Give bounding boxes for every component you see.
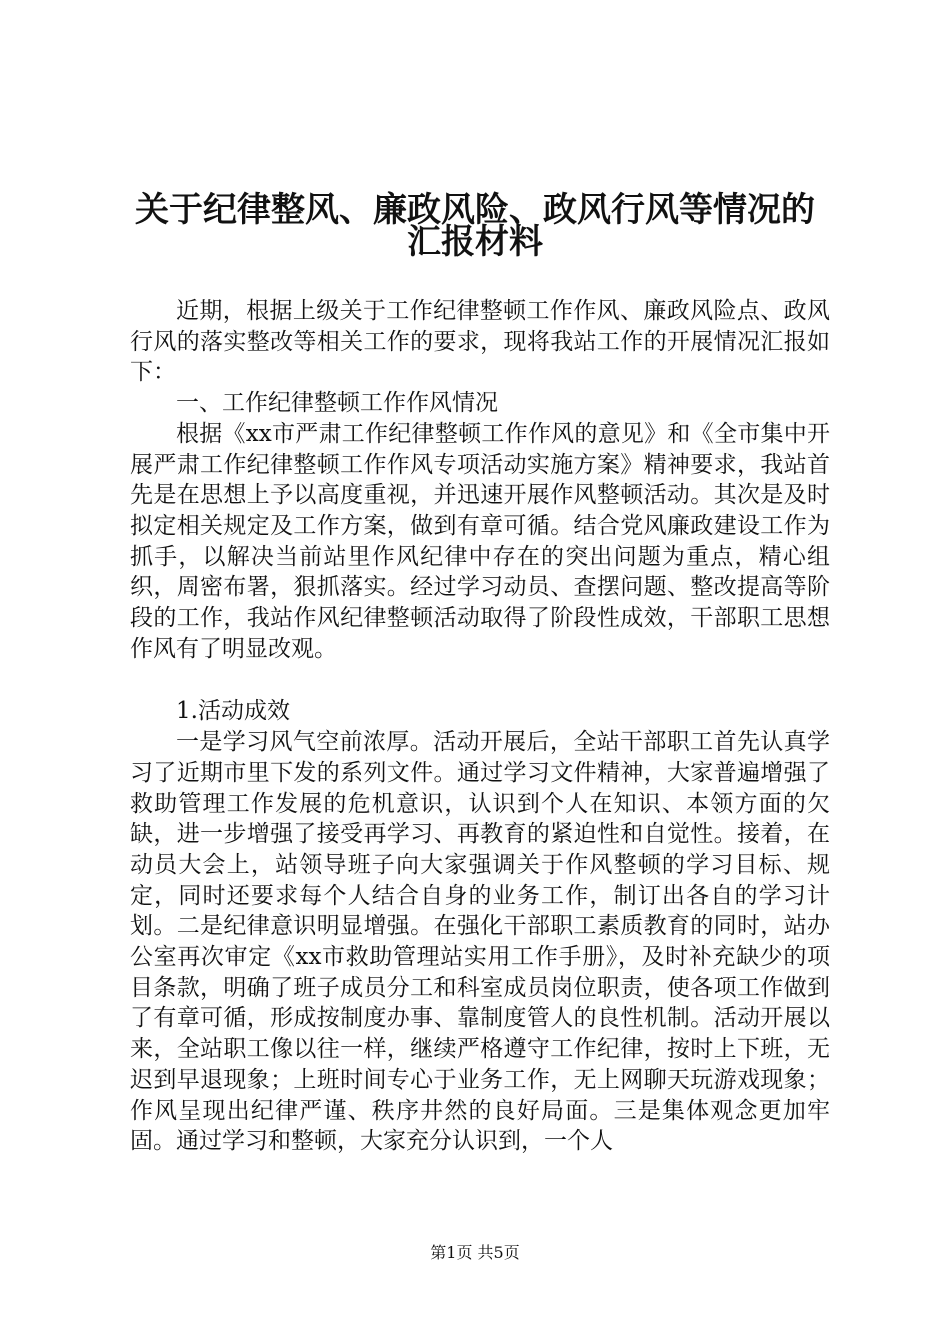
body-paragraph: 根据《xx市严肃工作纪律整顿工作作风的意见》和《全市集中开展严肃工作纪律整顿工作作风专项活动实施方案》精神要求，我站首先是在思想上予以高度重视，并迅速开展作风整顿活动。其次是及时拟定相关规定及工作方案，做到有章可循。结合党风廉政建设工作为抓手，以解决当前站里作风纪律中存在的突出问题为重点，精心组织，周密布署，狠抓落实。经过学习动员、查摆问题、整改提高等阶段的工作，我站作风纪律整顿活动取得了阶段性成效，干部职工思想作风有了明显改观。 xyxy=(130,420,830,662)
paragraph-spacer xyxy=(130,664,830,696)
document-body xyxy=(130,296,830,1157)
subsection-heading: 1.活动成效 xyxy=(176,698,290,725)
page-footer: 第1页 共5页 xyxy=(430,1243,520,1262)
body-paragraph: 一是学习风气空前浓厚。活动开展后，全站干部职工首先认真学习了近期市里下发的系列文件。通过学习文件精神，大家普遍增强了救助管理工作发展的危机意识，认识到个人在知识、本领方面的欠缺，进一步增强了接受再学习、再教育的紧迫性和自觉性。接着，在动员大会上，站领导班子向大家强调关于作风整顿的学习目标、规定，同时还要求每个人结合自身的业务工作，制订出各自的学习计划。二是纪律意识明显增强。在强化干部职工素质教育的同时，站办公室再次审定《xx市救助管理站实用工作手册》，及时补充缺少的项目条款，明确了班子成员分工和科室成员岗位职责，使各项工作做到了有章可循，形成按制度办事、靠制度管人的良性机制。活动开展以来，全站职工像以往一样，继续严格遵守工作纪律，按时上下班，无迟到早退现象；上班时间专心于业务工作，无上网聊天玩游戏现象；作风呈现出纪律严谨、秩序井然的良好局面。三是集体观念更加牢固。通过学习和整顿，大家充分认识到，一个人 xyxy=(130,729,830,1155)
document-title-line-2: 汇报材料 xyxy=(407,222,543,262)
document-title-line-1: 关于纪律整风、廉政风险、政风行风等情况的 xyxy=(135,190,815,230)
intro-paragraph: 近期，根据上级关于工作纪律整顿工作作风、廉政风险点、政风行风的落实整改等相关工作的要求，现将我站工作的开展情况汇报如下： xyxy=(130,298,830,386)
section-heading: 一、工作纪律整顿工作作风情况 xyxy=(176,390,498,417)
